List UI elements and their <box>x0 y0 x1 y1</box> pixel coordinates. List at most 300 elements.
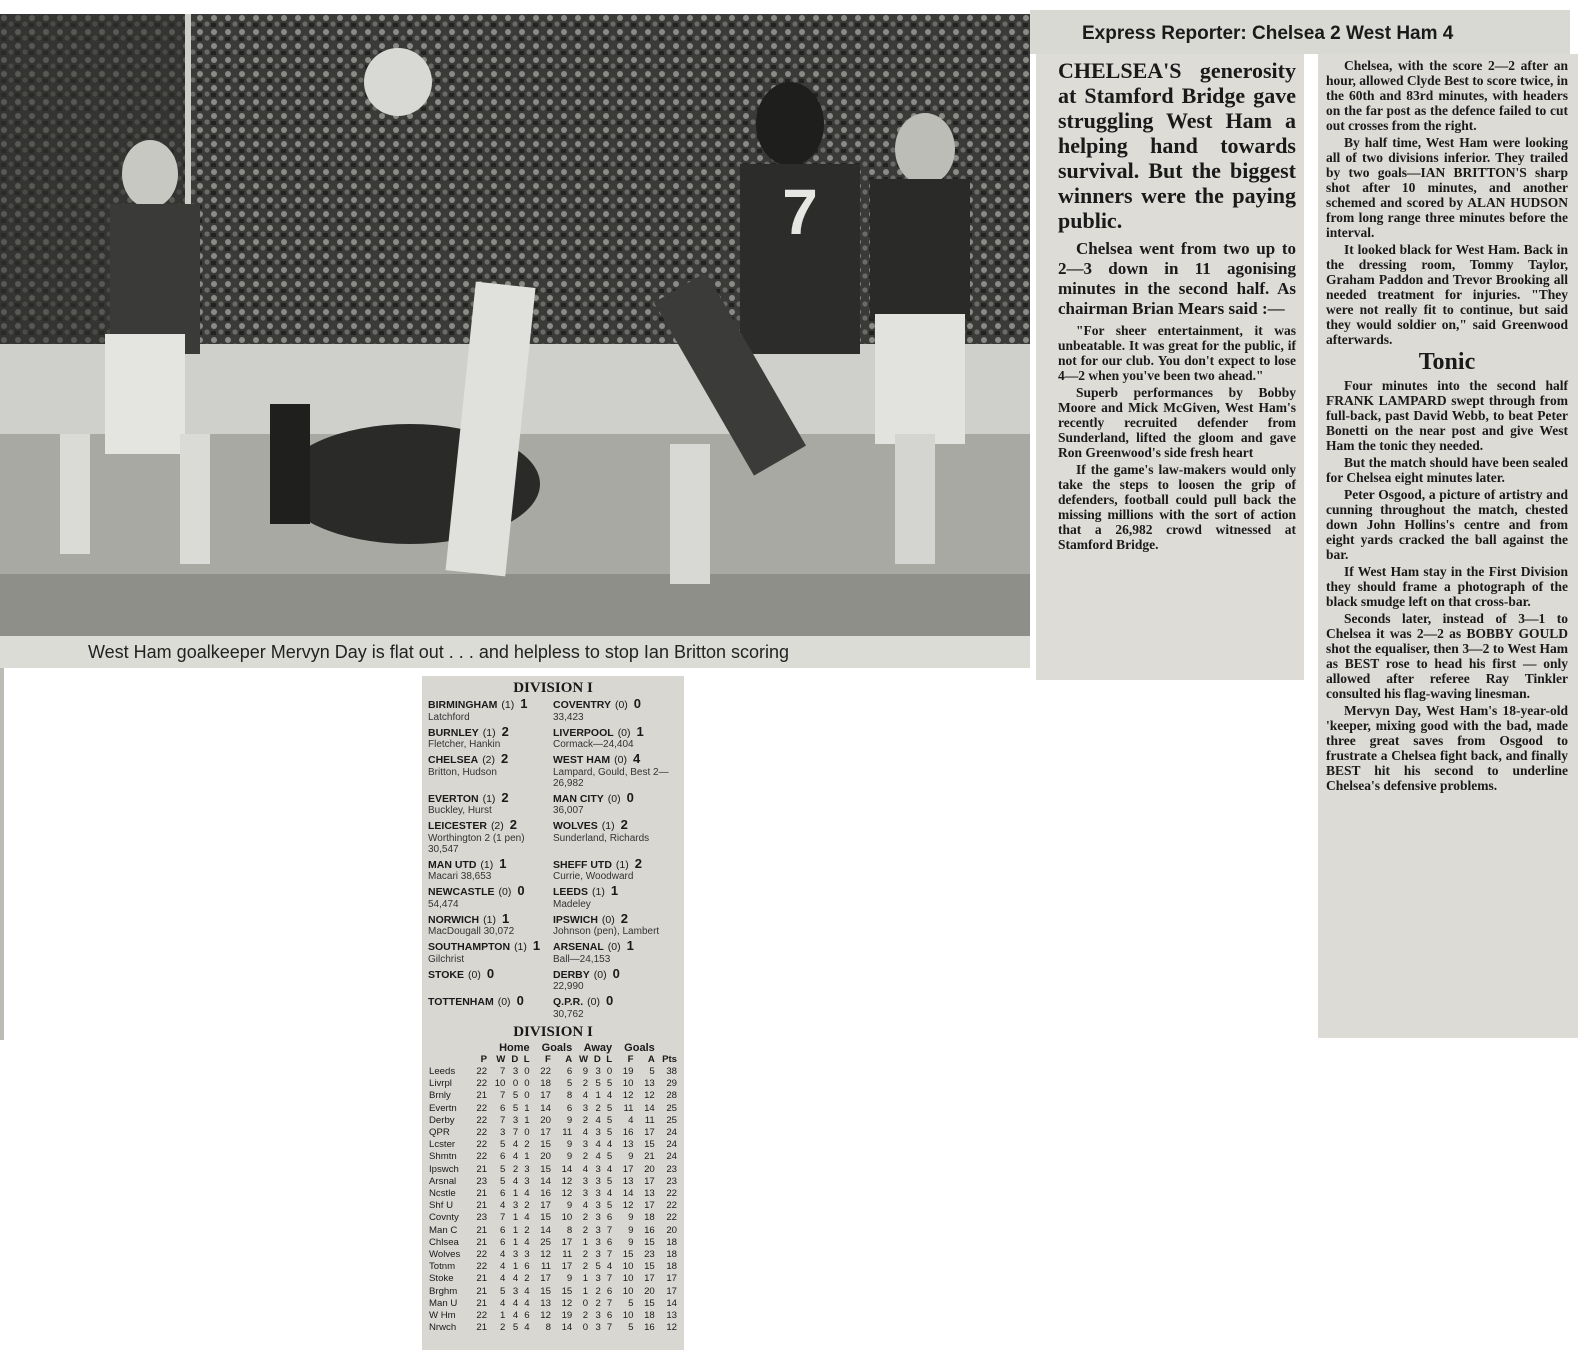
stat-cell: 29 <box>666 1078 677 1090</box>
stat-cell: 4 <box>595 1139 601 1151</box>
stat-cell: 7 <box>512 1126 519 1138</box>
stat-cell: 14 <box>540 1175 551 1187</box>
away-scorers: Johnson (pen), Lambert <box>553 926 660 937</box>
stat-cell: 9 <box>628 1236 634 1248</box>
stat-cell: 11 <box>623 1102 634 1114</box>
stat-cell: 22 <box>476 1065 488 1077</box>
stat-cell: 14 <box>540 1224 551 1236</box>
away-team-name: IPSWICH <box>553 913 598 926</box>
stat-cell: 4 <box>524 1285 530 1297</box>
shirt-number: 7 <box>782 176 818 248</box>
table-row <box>428 1103 678 1115</box>
stat-cell: 4 <box>512 1273 519 1285</box>
stat-cell: 5 <box>595 1078 601 1090</box>
away-team-name: SHEFF UTD <box>553 858 612 871</box>
home-team-name: CHELSEA <box>428 754 479 766</box>
stat-cell: 15 <box>644 1261 655 1273</box>
home-team-line <box>428 789 553 806</box>
away-final-score: 0 <box>633 696 642 711</box>
stat-cell: 1 <box>512 1261 519 1273</box>
stat-cell: 4 <box>500 1297 506 1309</box>
away-team <box>553 855 678 883</box>
home-scorers: Gilchrist <box>428 953 465 965</box>
table-group-header <box>428 1042 678 1054</box>
stat-cell: 1 <box>512 1187 519 1199</box>
away-team <box>553 753 678 789</box>
stat-cell: 22 <box>540 1065 551 1077</box>
stat-cell: 7 <box>606 1273 613 1285</box>
stat-cell: 15 <box>540 1212 551 1224</box>
away-final-score: 1 <box>636 723 644 739</box>
stat-cell: 4 <box>512 1139 519 1151</box>
away-team <box>553 910 678 938</box>
away-halftime-score: (0) <box>614 699 628 711</box>
match-photo <box>0 14 1030 636</box>
home-scorers: Buckley, Hurst <box>428 805 492 816</box>
stat-cell: 1 <box>512 1224 519 1236</box>
away-final-score: 2 <box>620 817 628 832</box>
stat-cell: 4 <box>524 1297 530 1309</box>
away-halftime-score: (1) <box>601 820 615 832</box>
stat-cell: 3 <box>595 1322 601 1334</box>
team-cell: Arsnal <box>429 1175 457 1187</box>
home-halftime-score: (1) <box>482 726 496 739</box>
stat-cell: 38 <box>666 1065 677 1077</box>
fixture-row <box>428 753 678 789</box>
away-team-line <box>553 819 678 833</box>
stat-cell: 7 <box>500 1114 506 1126</box>
home-scorers: 54,474 <box>428 898 459 910</box>
stat-cell: 6 <box>606 1212 613 1224</box>
stat-cell: 9 <box>628 1212 634 1224</box>
home-team <box>428 753 553 789</box>
stat-cell: 7 <box>500 1065 506 1077</box>
stat-cell: 11 <box>540 1261 551 1273</box>
away-final-score: 1 <box>626 938 634 953</box>
stat-cell: 5 <box>606 1078 613 1090</box>
stat-cell: 3 <box>595 1224 601 1236</box>
team-cell: Leeds <box>429 1065 456 1077</box>
stat-cell: 8 <box>566 1224 573 1236</box>
stat-cell: 17 <box>540 1273 551 1285</box>
table-row <box>428 1176 678 1188</box>
team-cell: Livrpl <box>429 1078 452 1090</box>
home-halftime-score: (1) <box>483 913 496 926</box>
away-halftime-score: (1) <box>592 886 605 898</box>
home-halftime-score: (0) <box>498 886 512 898</box>
stat-cell: 1 <box>524 1102 530 1114</box>
stat-cell: 2 <box>582 1114 589 1126</box>
home-team-line <box>428 698 553 712</box>
stat-cell: 14 <box>561 1163 573 1175</box>
stat-cell: 5 <box>649 1065 655 1077</box>
table-header-row <box>428 1054 678 1066</box>
home-team-name: NEWCASTLE <box>428 886 495 898</box>
home-team-name: BURNLEY <box>428 726 479 739</box>
stat-cell: 3 <box>595 1273 601 1285</box>
stat-cell: 2 <box>582 1248 589 1260</box>
stat-cell: 5 <box>606 1151 613 1163</box>
table-row <box>428 1066 678 1078</box>
stat-cell: 4 <box>524 1187 530 1199</box>
team-cell: Ipswch <box>429 1163 459 1175</box>
home-team <box>428 965 553 993</box>
stat-cell: 4 <box>606 1187 613 1199</box>
stat-cell: 0 <box>582 1297 589 1309</box>
stat-cell: 21 <box>476 1322 488 1334</box>
stat-cell: 6 <box>500 1236 506 1248</box>
home-halftime-score: (1) <box>482 792 496 805</box>
home-final-score: 2 <box>501 789 509 805</box>
fixture-row <box>428 965 678 993</box>
stat-cell: 9 <box>566 1273 573 1285</box>
home-team-line <box>428 910 553 927</box>
stat-cell: 16 <box>622 1126 634 1138</box>
stat-cell: 5 <box>606 1102 613 1114</box>
stat-cell: 1 <box>512 1212 519 1224</box>
stat-cell: 20 <box>644 1163 655 1175</box>
stat-cell: 12 <box>540 1309 551 1321</box>
stat-cell: 17 <box>666 1273 677 1285</box>
stat-cell: 24 <box>666 1151 677 1163</box>
stat-cell: 7 <box>606 1248 613 1260</box>
stat-cell: 6 <box>524 1309 530 1321</box>
table-row <box>428 1090 678 1102</box>
home-halftime-score: (2) <box>490 820 504 832</box>
column-header: W <box>496 1053 506 1065</box>
away-team-name: ARSENAL <box>553 941 604 953</box>
stat-cell: 11 <box>644 1114 655 1126</box>
away-scorers: 30,762 <box>553 1008 584 1020</box>
stat-cell: 2 <box>582 1212 589 1224</box>
stat-cell: 4 <box>582 1090 589 1102</box>
stat-cell: 5 <box>628 1322 634 1334</box>
column-header: F <box>545 1053 551 1065</box>
stat-cell: 5 <box>595 1261 601 1273</box>
fixtures-list <box>428 698 678 1020</box>
away-team-line <box>553 885 678 899</box>
group-home-goals: Goals <box>541 1041 573 1054</box>
table-row <box>428 1261 678 1273</box>
stat-cell: 13 <box>622 1175 634 1187</box>
team-cell: Man U <box>429 1297 458 1309</box>
stat-cell: 17 <box>644 1273 655 1285</box>
stat-cell: 0 <box>512 1078 519 1090</box>
stat-cell: 3 <box>595 1248 601 1260</box>
group-home: Home <box>499 1041 530 1054</box>
home-team-name: SOUTHAMPTON <box>428 941 511 953</box>
stat-cell: 12 <box>666 1322 677 1334</box>
away-halftime-score: (0) <box>607 941 621 953</box>
stat-cell: 13 <box>622 1139 634 1151</box>
home-team-name: BIRMINGHAM <box>428 699 498 711</box>
fixture-row <box>428 910 678 938</box>
article-paragraph: Four minutes into the second half FRANK LAMPARD swept through from full-back, past David Webb, to beat Peter Bonetti on the near post and give West Ham the tonic they needed. <box>1326 378 1568 453</box>
home-final-score: 1 <box>520 696 528 711</box>
stat-cell: 4 <box>606 1090 613 1102</box>
home-team-name: MAN UTD <box>428 858 477 871</box>
stat-cell: 3 <box>524 1163 530 1175</box>
stat-cell: 18 <box>666 1261 677 1273</box>
stat-cell: 21 <box>476 1090 488 1102</box>
away-scorers: Madeley <box>553 898 591 910</box>
stat-cell: 21 <box>476 1285 488 1297</box>
stat-cell: 18 <box>666 1248 677 1260</box>
team-cell: Brghm <box>429 1285 458 1297</box>
stat-cell: 15 <box>644 1297 655 1309</box>
home-scorers: MacDougall 30,072 <box>428 926 515 937</box>
stat-cell: 28 <box>666 1090 677 1102</box>
away-final-score: 0 <box>612 965 620 981</box>
stat-cell: 7 <box>606 1322 613 1334</box>
stat-cell: 9 <box>566 1200 573 1212</box>
stat-cell: 6 <box>524 1261 530 1273</box>
home-team-line <box>428 965 553 982</box>
article-paragraph: If West Ham stay in the First Division they should frame a photograph of the black smudge left on that cross-bar. <box>1326 564 1568 609</box>
team-cell: Lcster <box>429 1139 456 1151</box>
away-team <box>553 698 678 723</box>
stat-cell: 17 <box>644 1175 655 1187</box>
stat-cell: 4 <box>500 1200 506 1212</box>
stat-cell: 8 <box>566 1090 573 1102</box>
stat-cell: 6 <box>606 1236 613 1248</box>
stat-cell: 6 <box>500 1224 506 1236</box>
home-final-score: 2 <box>501 751 509 766</box>
away-team-name: MAN CITY <box>553 792 604 805</box>
stat-cell: 3 <box>582 1187 589 1199</box>
stat-cell: 17 <box>561 1261 573 1273</box>
stat-cell: 8 <box>545 1322 551 1334</box>
stat-cell: 20 <box>540 1151 551 1163</box>
stat-cell: 12 <box>540 1248 551 1260</box>
home-team <box>428 855 553 883</box>
stat-cell: 3 <box>595 1187 601 1199</box>
away-scorers: Currie, Woodward <box>553 871 634 882</box>
away-scorers: Sunderland, Richards <box>553 832 650 844</box>
stat-cell: 18 <box>666 1236 677 1248</box>
stat-cell: 3 <box>582 1102 589 1114</box>
stat-cell: 3 <box>595 1126 601 1138</box>
stat-cell: 15 <box>540 1285 551 1297</box>
stat-cell: 14 <box>622 1187 634 1199</box>
stat-cell: 10 <box>494 1078 506 1090</box>
column-header: L <box>606 1053 613 1065</box>
away-team <box>553 965 678 993</box>
table-row <box>428 1298 678 1310</box>
stat-cell: 25 <box>666 1102 677 1114</box>
stat-cell: 9 <box>566 1139 573 1151</box>
away-final-score: 1 <box>610 883 619 898</box>
stat-cell: 3 <box>595 1200 601 1212</box>
stat-cell: 22 <box>476 1114 488 1126</box>
fixture-row <box>428 940 678 965</box>
fixture-row <box>428 995 678 1020</box>
stat-cell: 7 <box>500 1090 506 1102</box>
table-row <box>428 1151 678 1163</box>
away-halftime-score: (0) <box>601 913 615 926</box>
fixture-row <box>428 819 678 855</box>
home-scorers: Britton, Hudson <box>428 766 497 778</box>
stat-cell: 6 <box>566 1065 573 1077</box>
stat-cell: 3 <box>512 1200 519 1212</box>
home-team-name: EVERTON <box>428 792 479 805</box>
column-header <box>428 1054 472 1066</box>
stat-cell: 4 <box>512 1175 519 1187</box>
home-team-name: LEICESTER <box>428 820 487 832</box>
article-paragraph: Superb performances by Bobby Moore and Mick McGiven, West Ham's recently recruited defender from Sunderland, lifted the gloom and gave Ron Greenwood's side fresh heart <box>1058 385 1296 460</box>
away-halftime-score: (0) <box>607 792 621 805</box>
stat-cell: 22 <box>476 1102 488 1114</box>
stat-cell: 4 <box>595 1114 601 1126</box>
away-scorers: 33,423 <box>553 711 584 723</box>
article-paragraph: Peter Osgood, a picture of artistry and cunning throughout the match, chested down John Hollins's centre and from eight yards cracked the ball against the bar. <box>1326 487 1568 562</box>
clipping-edge <box>0 668 4 1040</box>
stat-cell: 14 <box>666 1297 677 1309</box>
stat-cell: 22 <box>666 1187 677 1199</box>
team-cell: Chlsea <box>429 1236 459 1248</box>
stat-cell: 3 <box>512 1114 519 1126</box>
stat-cell: 9 <box>628 1151 634 1163</box>
team-cell: Wolves <box>429 1248 461 1260</box>
stat-cell: 1 <box>524 1114 530 1126</box>
stat-cell: 3 <box>595 1163 601 1175</box>
stat-cell: 10 <box>622 1285 634 1297</box>
stat-cell: 18 <box>644 1212 655 1224</box>
article-lead: CHELSEA'S generosity at Stamford Bridge gave struggling West Ham a helping hand towards survival. But the biggest winners were the paying public. <box>1058 58 1296 233</box>
table-row <box>428 1115 678 1127</box>
home-team-name: NORWICH <box>428 913 480 926</box>
stat-cell: 22 <box>476 1309 488 1321</box>
stat-cell: 10 <box>622 1309 634 1321</box>
stat-cell: 22 <box>476 1248 488 1260</box>
stat-cell: 14 <box>561 1322 573 1334</box>
home-halftime-score: (1) <box>480 858 494 871</box>
home-halftime-score: (0) <box>467 968 481 981</box>
column-header: D <box>593 1053 601 1065</box>
stat-cell: 3 <box>595 1175 601 1187</box>
article-paragraph: If the game's law-makers would only take the steps to loosen the grip of defenders, football could pull back the missing millions with the sort of action that a 26,982 crowd witnessed at Stamford Bridge. <box>1058 462 1296 552</box>
fixture-row <box>428 885 678 910</box>
stat-cell: 22 <box>666 1200 677 1212</box>
team-cell: QPR <box>429 1126 450 1138</box>
football <box>364 48 432 116</box>
away-team-line <box>553 753 678 767</box>
away-team <box>553 723 678 751</box>
team-cell: Evertn <box>429 1102 457 1114</box>
stat-cell: 21 <box>476 1187 488 1199</box>
home-final-score: 1 <box>499 855 507 871</box>
stat-cell: 18 <box>644 1309 655 1321</box>
stat-cell: 17 <box>644 1200 655 1212</box>
stat-cell: 17 <box>622 1163 634 1175</box>
stat-cell: 4 <box>582 1163 589 1175</box>
stat-cell: 4 <box>582 1200 589 1212</box>
stat-cell: 25 <box>540 1236 551 1248</box>
stat-cell: 2 <box>524 1273 530 1285</box>
away-scorers: Cormack—24,404 <box>553 739 634 750</box>
stat-cell: 10 <box>622 1078 634 1090</box>
away-team-name: LEEDS <box>553 886 589 898</box>
table-row <box>428 1310 678 1322</box>
stat-cell: 3 <box>524 1175 530 1187</box>
stat-cell: 10 <box>561 1212 573 1224</box>
stat-cell: 3 <box>512 1248 519 1260</box>
stat-cell: 0 <box>524 1078 530 1090</box>
table-row <box>428 1249 678 1261</box>
away-team-line <box>553 910 678 927</box>
stat-cell: 24 <box>666 1126 677 1138</box>
stat-cell: 12 <box>561 1297 573 1309</box>
stat-cell: 3 <box>595 1212 601 1224</box>
away-final-score: 2 <box>634 855 642 871</box>
stat-cell: 12 <box>622 1090 634 1102</box>
stat-cell: 17 <box>644 1126 655 1138</box>
stat-cell: 4 <box>500 1261 506 1273</box>
home-team-line <box>428 995 553 1009</box>
stat-cell: 5 <box>512 1090 519 1102</box>
stat-cell: 1 <box>582 1285 589 1297</box>
article-paragraph: Mervyn Day, West Ham's 18-year-old 'keeper, mixing good with the bad, made three great saves from Osgood to frustrate a Chelsea fight back, and finally BEST hit his second to underline Chelsea's defensive problems. <box>1326 703 1568 793</box>
team-cell: Shmtn <box>429 1151 457 1163</box>
stat-cell: 13 <box>540 1297 551 1309</box>
stat-cell: 13 <box>666 1309 677 1321</box>
stat-cell: 21 <box>476 1273 488 1285</box>
stat-cell: 1 <box>512 1236 519 1248</box>
stat-cell: 7 <box>500 1212 506 1224</box>
stat-cell: 2 <box>582 1261 589 1273</box>
stat-cell: 22 <box>476 1078 488 1090</box>
away-team-name: Q.P.R. <box>553 996 584 1008</box>
away-team-name: DERBY <box>553 968 590 981</box>
stat-cell: 21 <box>476 1224 488 1236</box>
stat-cell: 1 <box>500 1309 506 1321</box>
away-halftime-score: (0) <box>617 726 631 739</box>
home-team-line <box>428 940 553 954</box>
stat-cell: 3 <box>595 1065 601 1077</box>
stat-cell: 13 <box>644 1187 655 1199</box>
home-final-score: 1 <box>501 910 510 926</box>
stat-cell: 9 <box>628 1224 634 1236</box>
stat-cell: 5 <box>512 1322 519 1334</box>
away-final-score: 0 <box>606 993 614 1008</box>
stat-cell: 2 <box>595 1285 601 1297</box>
article-paragraph: It looked black for West Ham. Back in the dressing room, Tommy Taylor, Graham Paddon and Trevor Brooking all needed treatment for injuries. "They were not really fit to continue, but said they would soldier on," said Greenwood afterwards. <box>1326 242 1568 347</box>
stat-cell: 20 <box>644 1285 655 1297</box>
stat-cell: 4 <box>500 1273 506 1285</box>
away-halftime-score: (0) <box>614 754 628 766</box>
report-kicker: Express Reporter: Chelsea 2 West Ham 4 <box>1082 23 1454 44</box>
stat-cell: 6 <box>606 1309 613 1321</box>
stat-cell: 10 <box>622 1261 634 1273</box>
stat-cell: 19 <box>561 1309 573 1321</box>
table-row <box>428 1078 678 1090</box>
stat-cell: 0 <box>582 1322 589 1334</box>
away-final-score: 2 <box>620 910 628 926</box>
column-header: D <box>511 1053 519 1065</box>
team-cell: Brnly <box>429 1090 451 1102</box>
stat-cell: 5 <box>606 1126 613 1138</box>
stat-cell: 15 <box>644 1236 655 1248</box>
fixture-row <box>428 698 678 723</box>
stat-cell: 23 <box>476 1212 488 1224</box>
stat-cell: 11 <box>562 1126 573 1138</box>
away-team-line <box>553 723 678 740</box>
stat-cell: 3 <box>595 1236 601 1248</box>
away-team <box>553 885 678 910</box>
home-team-name: TOTTENHAM <box>428 996 494 1008</box>
stat-cell: 5 <box>606 1114 613 1126</box>
stat-cell: 3 <box>512 1285 519 1297</box>
